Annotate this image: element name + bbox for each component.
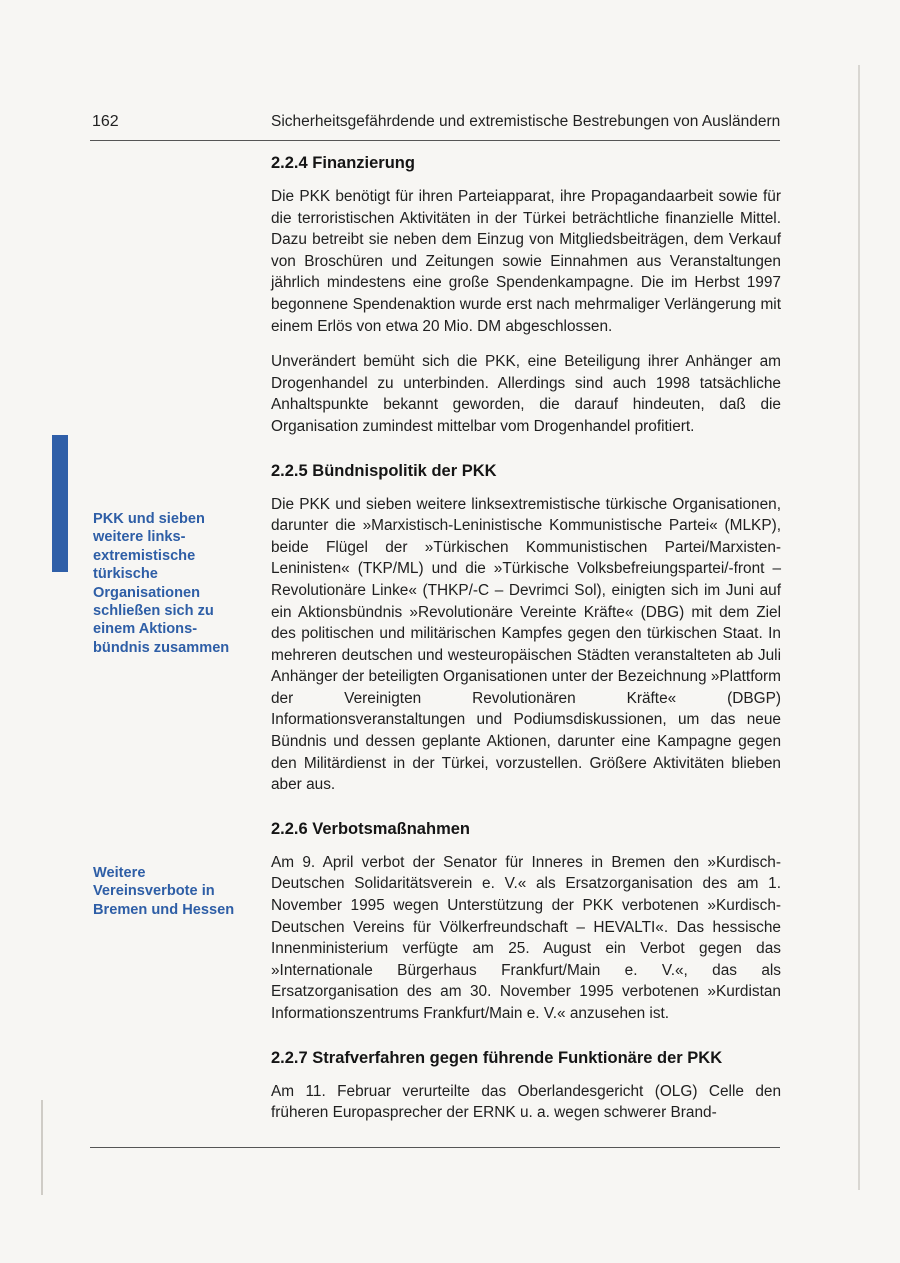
paragraph: Die PKK benötigt für ihren Parteiapparat, ihre Propagandaarbeit sowie für die terroristischen Aktivitäten in der Türkei beträchtliche finanzielle Mittel. Dazu betreibt sie neben dem Einzug von Mitgliedsbeiträgen, dem Verkauf von Broschüren und Zeitungen sowie Einnahmen aus Veranstaltungen jährlich mindestens eine große Spendenkampagne. Die im Herbst 1997 begonnene Spendenaktion wurde erst nach mehrmaliger Verlängerung mit einem Erlös von etwa 20 Mio. DM abgeschlossen. — [271, 188, 781, 335]
footer-divider — [90, 1147, 780, 1148]
section-heading: 2.2.4 Finanzierung — [271, 154, 415, 172]
paragraph: Am 9. April verbot der Senator für Inneres in Bremen den »Kurdisch-Deutschen Solidaritätsverein e. V.« als Ersatzorganisation des am 1. November 1995 wegen Unterstützung der PKK verbotenen »Kurdisch-Deutschen Vereins für Völkerfreundschaft – HEVALTI«. Das hessische Innenministerium verfügte am 25. August ein Verbot gegen das »Internationale Bürgerhaus Frankfurt/Main e. V.«, das als Ersatzorganisation des am 30. November 1995 verbotenen »Kurdistan Informationszentrums Frankfurt/Main e. V.« anzusehen ist. — [271, 853, 781, 1022]
main-content — [271, 152, 781, 1144]
section-heading: 2.2.6 Verbotsmaßnahmen — [271, 819, 470, 838]
running-title: Sicherheitsgefährdende und extremistische Bestrebungen von Ausländern — [271, 113, 781, 130]
sidenote-accent-bar — [52, 435, 68, 572]
sidenote-vereinsverbote: Weitere Vereinsverbote in Bremen und Hessen — [93, 865, 235, 918]
section-heading: 2.2.5 Bündnispolitik der PKK — [271, 461, 497, 480]
section-heading: 2.2.7 Strafverfahren gegen führende Funktionäre der PKK — [271, 1048, 723, 1067]
header-divider — [90, 140, 780, 141]
paragraph: Die PKK und sieben weitere linksextremistische türkische Organisationen, darunter die »Marxistisch-Leninistische Kommunistische Partei« (MLKP), beide Flügel der »Türkischen Kommunistischen Partei/Marxisten-Leninisten« (TKP/ML) und die »Türkische Volksbefreiungspartei/-front – Revolutionäre Linke« (THKP/-C – Devrimci Sol), einigten sich im Juni auf ein Aktionsbündnis »Revolutionäre Vereinte Kräfte« (DBG) mit dem Ziel des politischen und militärischen Kampfes gegen den türkischen Staat. In mehreren deutschen und westeuropäischen Städten veranstalteten ab Juli Anhänger der beteiligten Organisationen unter der Bezeichnung »Plattform der Vereinigten Revolutionären Kräfte« (DBGP) Informationsveranstaltungen und Podiumsdiskussionen, um das neue Bündnis und dessen geplante Aktionen, darunter eine Kampagne gegen den Militärdienst in der Türkei, vorzustellen. Größere Aktivitäten blieben aber aus. — [271, 495, 781, 794]
paragraph: Unverändert bemüht sich die PKK, eine Beteiligung ihrer Anhänger am Drogenhandel zu unterbinden. Allerdings sind auch 1998 tatsächliche Anhaltspunkte bekannt geworden, die darauf hindeuten, daß die Organisation zumindest mittelbar vom Drogenhandel profitiert. — [271, 353, 781, 435]
page-number: 162 — [92, 113, 119, 130]
scan-edge-left — [41, 1100, 43, 1195]
sidenote-aktionsbuendnis: PKK und sieben weitere links-extremistische türkische Organisationen schließen sich zu einem Aktions-bündnis zusammen — [93, 511, 230, 656]
section-verbotsmassnahmen — [271, 818, 781, 1025]
section-strafverfahren — [271, 1047, 781, 1124]
scan-edge-right — [858, 65, 860, 1190]
paragraph: Am 11. Februar verurteilte das Oberlandesgericht (OLG) Celle den früheren Europasprecher der ERNK u. a. wegen schwerer Brand- — [271, 1082, 781, 1122]
section-buendnispolitik — [271, 460, 781, 796]
section-finanzierung — [271, 152, 781, 438]
